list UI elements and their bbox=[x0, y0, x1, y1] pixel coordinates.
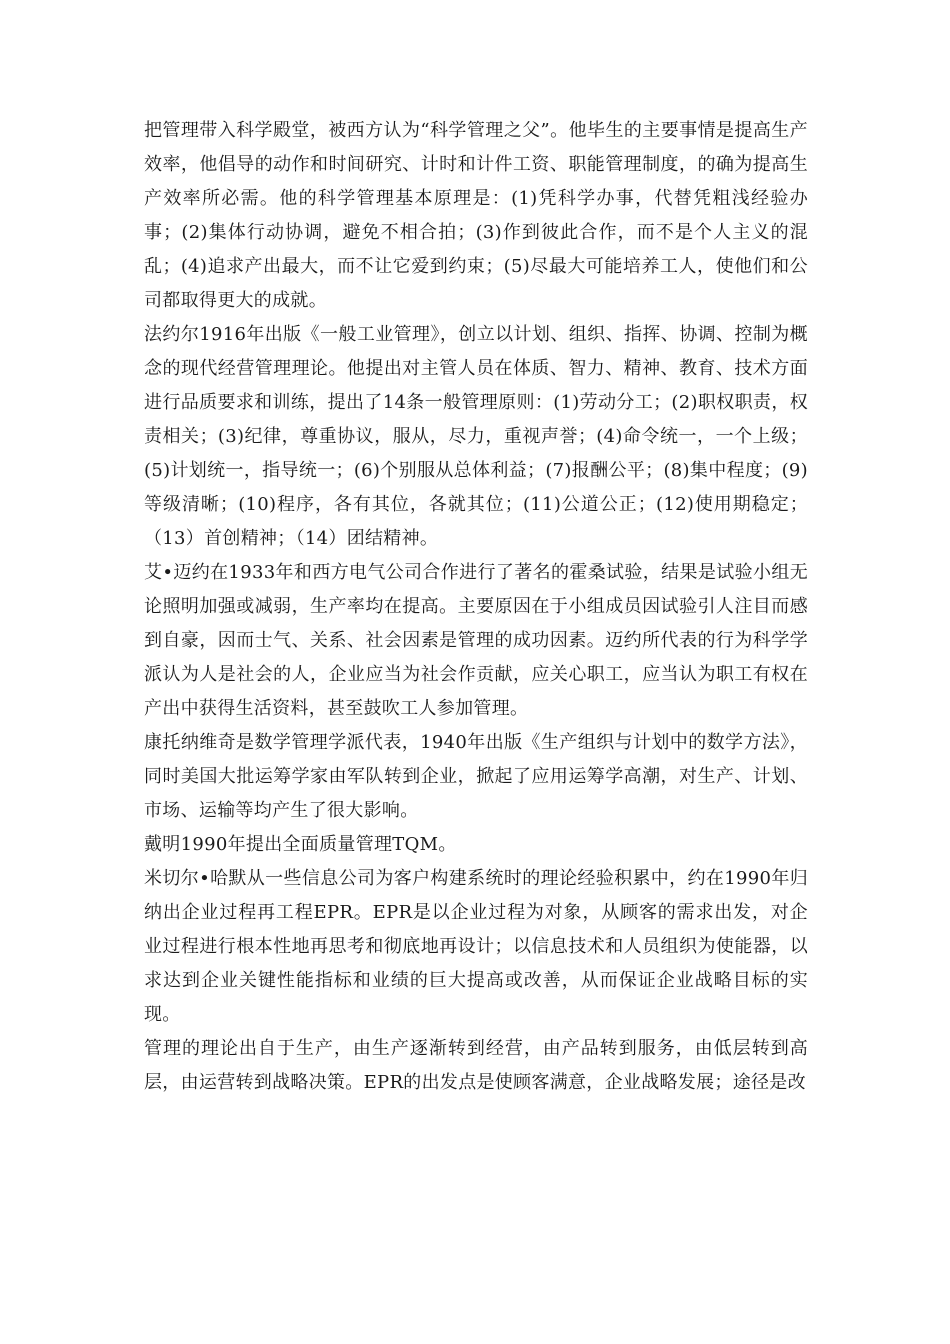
document-body bbox=[144, 114, 808, 1100]
paragraph-fayol: 法约尔1916年出版《一般工业管理》，创立以计划、组织、指挥、协调、控制为概念的现代经营管理理论。他提出对主管人员在体质、智力、精神、教育、技术方面进行品质要求和训练，提出了14条一般管理原则：(1)劳动分工；(2)职权职责，权责相关；(3)纪律，尊重协议，服从，尽力，重视声誉；(4)命令统一，一个上级；(5)计划统一，指导统一；(6)个别服从总体利益；(7)报酬公平；(8)集中程度；(9)等级清晰；(10)程序，各有其位，各就其位；(11)公道公正；(12)使用期稳定；（13）首创精神；（14）团结精神。 bbox=[144, 324, 808, 549]
paragraph-hammer: 米切尔•哈默从一些信息公司为客户构建系统时的理论经验积累中，约在1990年归纳出企业过程再工程EPR。EPR是以企业过程为对象，从顾客的需求出发，对企业过程进行根本性地再思考和彻底地再设计；以信息技术和人员组织为使能器，以求达到企业关键性能指标和业绩的巨大提高或改善，从而保证企业战略目标的实现。 bbox=[144, 868, 808, 1025]
paragraph-kantorovich: 康托纳维奇是数学管理学派代表，1940年出版《生产组织与计划中的数学方法》，同时美国大批运筹学家由军队转到企业，掀起了应用运筹学高潮，对生产、计划、市场、运输等均产生了很大影响。 bbox=[144, 732, 808, 821]
paragraph-taylor: 把管理带入科学殿堂，被西方认为“科学管理之父”。他毕生的主要事情是提高生产效率，他倡导的动作和时间研究、计时和计件工资、职能管理制度，的确为提高生产效率所必需。他的科学管理基本原理是：(1)凭科学办事，代替凭粗浅经验办事；(2)集体行动协调，避免不相合拍；(3)作到彼此合作，而不是个人主义的混乱；(4)追求产出最大，而不让它爱到约束；(5)尽最大可能培养工人，使他们和公司都取得更大的成就。 bbox=[144, 120, 808, 311]
paragraph-summary: 管理的理论出自于生产，由生产逐渐转到经营，由产品转到服务，由低层转到高层，由运营转到战略决策。EPR的出发点是使顾客满意，企业战略发展；途径是改 bbox=[144, 1038, 808, 1093]
paragraph-mayo: 艾•迈约在1933年和西方电气公司合作进行了著名的霍桑试验，结果是试验小组无论照明加强或减弱，生产率均在提高。主要原因在于小组成员因试验引人注目而感到自豪，因而士气、关系、社会因素是管理的成功因素。迈约所代表的行为科学学派认为人是社会的人，企业应当为社会作贡献，应关心职工，应当认为职工有权在产出中获得生活资料，甚至鼓吹工人参加管理。 bbox=[144, 562, 808, 719]
paragraph-deming: 戴明1990年提出全面质量管理TQM。 bbox=[144, 834, 457, 855]
